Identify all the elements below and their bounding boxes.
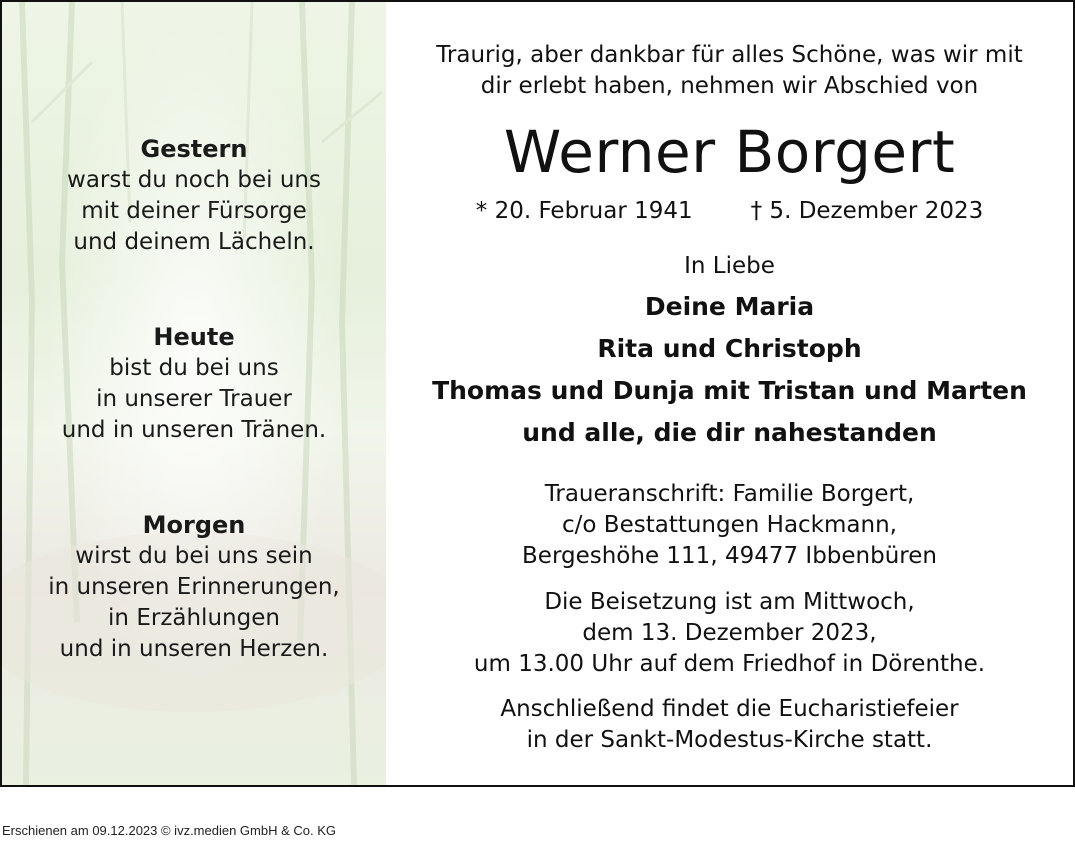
funeral-info <box>386 587 1073 680</box>
poem-gestern <box>2 134 386 258</box>
mass-info <box>386 694 1073 756</box>
address-line: Bergeshöhe 111, 49477 Ibbenbüren <box>522 543 937 569</box>
poem-heading: Morgen <box>142 511 246 539</box>
poem-heute <box>2 322 386 446</box>
poem-line: wirst du bei uns sein <box>75 543 313 569</box>
mourning-address <box>386 479 1073 572</box>
family-line: Rita und Christoph <box>597 334 862 363</box>
intro-line: Traurig, aber dankbar für alles Schöne, was wir mit <box>436 42 1023 68</box>
funeral-line: dem 13. Dezember 2023, <box>582 620 877 646</box>
poem-line: in Erzählungen <box>108 605 280 631</box>
family-line: Deine Maria <box>644 292 815 321</box>
poem-line: und deinem Lächeln. <box>73 229 315 255</box>
life-dates <box>386 195 1073 227</box>
address-line: Traueranschrift: Familie Borgert, <box>544 481 915 507</box>
poem-heading: Heute <box>153 323 235 351</box>
mass-line: Anschließend findet die Eucharistiefeier <box>500 696 959 722</box>
poem-heading: Gestern <box>140 135 248 163</box>
funeral-line: um 13.00 Uhr auf dem Friedhof in Dörenthe. <box>473 651 986 677</box>
poem-line: in unseren Erinnerungen, <box>48 574 340 600</box>
publication-footer: Erschienen am 09.12.2023 © ivz.medien GmbH & Co. KG <box>2 823 337 838</box>
funeral-line: Die Beisetzung ist am Mittwoch, <box>544 589 915 615</box>
mass-line: in der Sankt-Modestus-Kirche statt. <box>526 727 933 753</box>
family-names <box>386 286 1073 454</box>
poem-line: bist du bei uns <box>109 355 279 381</box>
death-date: † 5. Dezember 2023 <box>750 198 984 224</box>
family-line: und alle, die dir nahestanden <box>522 418 937 447</box>
poem-line: und in unseren Herzen. <box>59 636 329 662</box>
birth-date: * 20. Februar 1941 <box>475 198 693 224</box>
forest-background-panel <box>2 2 386 785</box>
in-liebe-text: In Liebe <box>684 253 775 279</box>
deceased-name: Werner Borgert <box>503 118 956 186</box>
poem-line: in unserer Trauer <box>96 386 292 412</box>
family-line: Thomas und Dunja mit Tristan und Marten <box>432 376 1027 405</box>
intro-line: dir erlebt haben, nehmen wir Abschied von <box>480 73 979 99</box>
poem-morgen <box>2 510 386 665</box>
poem-line: warst du noch bei uns <box>67 167 321 193</box>
poem-line: und in unseren Tränen. <box>61 417 327 443</box>
address-line: c/o Bestattungen Hackmann, <box>562 512 897 538</box>
intro-text <box>386 40 1073 102</box>
poem-line: mit deiner Fürsorge <box>81 198 307 224</box>
